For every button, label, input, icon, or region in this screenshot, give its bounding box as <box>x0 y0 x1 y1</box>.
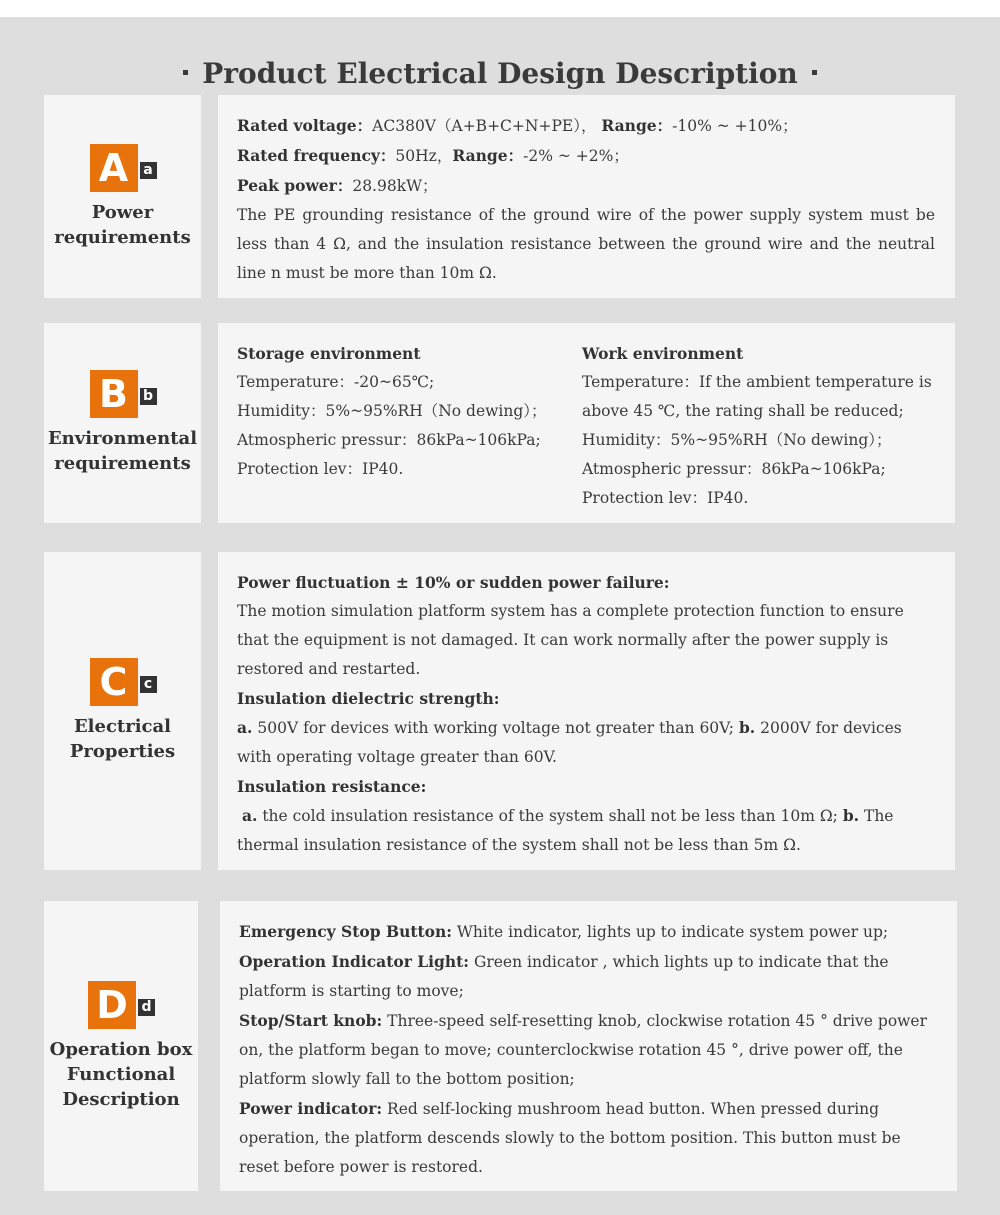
page-title-text: Product Electrical Design Description <box>202 57 798 90</box>
section-a-badge-letter: A <box>90 144 138 192</box>
section-d-badge-small: d <box>136 997 155 1016</box>
work-temperature-2: above 45 ℃, the rating shall be reduced; <box>582 402 904 420</box>
stop-start-knob-item: Stop/Start knob: Three-speed self-resetting knob, clockwise rotation 45 ° drive power on, the platform began to move; counterclockwise rotation 45 °, drive power off, the platform slowly fall to the bottom position; <box>239 1011 928 1088</box>
section-c-badge-letter: C <box>90 658 138 706</box>
work-temperature-1: Temperature：If the ambient temperature is <box>582 373 932 391</box>
section-a-label: Power requirements <box>54 201 191 248</box>
emergency-stop-item: Emergency Stop Button: White indicator, lights up to indicate system power up; <box>239 922 889 941</box>
section-b-badge <box>90 370 156 418</box>
storage-protection: Protection lev：IP40. <box>237 460 404 478</box>
section-c-label-card <box>44 552 201 870</box>
operation-indicator-item: Operation Indicator Light: Green indicator , which lights up to indicate that the platform is starting to move; <box>239 952 889 1000</box>
section-d-badge-letter: D <box>88 981 136 1029</box>
section-b-badge-small: b <box>138 386 157 405</box>
work-humidity: Humidity：5%~95%RH（No dewing）； <box>582 431 892 449</box>
insulation-resistance-heading: Insulation resistance: <box>237 777 427 796</box>
section-b-label-card <box>44 323 201 523</box>
section-d-content-card <box>220 901 957 1191</box>
peak-power-line: Peak power：28.98kW； <box>237 176 438 195</box>
section-a-content-card <box>218 95 955 298</box>
section-a-badge-small: a <box>138 160 157 179</box>
storage-pressure: Atmospheric pressur：86kPa~106kPa; <box>237 431 541 449</box>
grounding-paragraph: The PE grounding resistance of the ground wire of the power supply system must be less than 4 Ω, and the insulation resistance between the ground wire and the neutral line n must be more than 10m Ω. <box>237 206 935 282</box>
section-b-content-card <box>218 323 955 523</box>
section-b-label: Environmental requirements <box>47 428 198 474</box>
section-c-label: Electrical Properties <box>69 716 176 762</box>
power-fluctuation-text: The motion simulation platform system has a complete protection function to ensure that the equipment is not damaged. It can work normally after the power supply is restored and restarted. <box>237 602 904 678</box>
insulation-resistance-text: a. the cold insulation resistance of the system shall not be less than 10m Ω; b. The thermal insulation resistance of the system shall not be less than 5m Ω. <box>237 806 894 854</box>
section-d-label-card <box>44 901 198 1191</box>
rated-frequency-line: Rated frequency：50Hz，Range：-2% ~ +2%； <box>237 146 629 165</box>
section-d-label: Operation box Functional Description <box>49 1038 193 1110</box>
dielectric-strength-heading: Insulation dielectric strength: <box>237 689 500 708</box>
work-environment-column <box>582 339 942 513</box>
storage-temperature: Temperature：-20~65℃; <box>237 373 435 391</box>
title-bullet-right <box>812 70 817 75</box>
work-pressure: Atmospheric pressur：86kPa~106kPa; <box>582 460 886 478</box>
section-d-badge <box>88 981 154 1029</box>
power-indicator-item: Power indicator: Red self-locking mushroom head button. When pressed during operation, the platform descends slowly to the bottom position. This button must be reset before power is restored. <box>239 1099 901 1176</box>
section-b-badge-letter: B <box>90 370 138 418</box>
storage-heading: Storage environment <box>237 344 421 363</box>
section-c-badge-small: c <box>138 674 157 693</box>
page-title <box>0 57 1000 90</box>
power-fluctuation-heading: Power fluctuation ± 10% or sudden power failure: <box>237 573 670 592</box>
section-c-badge <box>90 658 156 706</box>
work-protection: Protection lev：IP40. <box>582 489 749 507</box>
section-a-badge <box>90 144 156 192</box>
rated-voltage-line: Rated voltage：AC380V（A+B+C+N+PE）， Range：-10% ~ +10%； <box>237 116 798 135</box>
section-c-content-card <box>218 552 955 870</box>
storage-environment-column <box>237 339 577 484</box>
title-bullet-left <box>183 70 188 75</box>
page-background <box>0 17 1000 1215</box>
dielectric-strength-text: a. 500V for devices with working voltage not greater than 60V; b. 2000V for devices with operating voltage greater than 60V. <box>237 718 902 766</box>
section-a-label-card <box>44 95 201 298</box>
work-heading: Work environment <box>582 344 744 363</box>
storage-humidity: Humidity：5%~95%RH（No dewing）； <box>237 402 547 420</box>
